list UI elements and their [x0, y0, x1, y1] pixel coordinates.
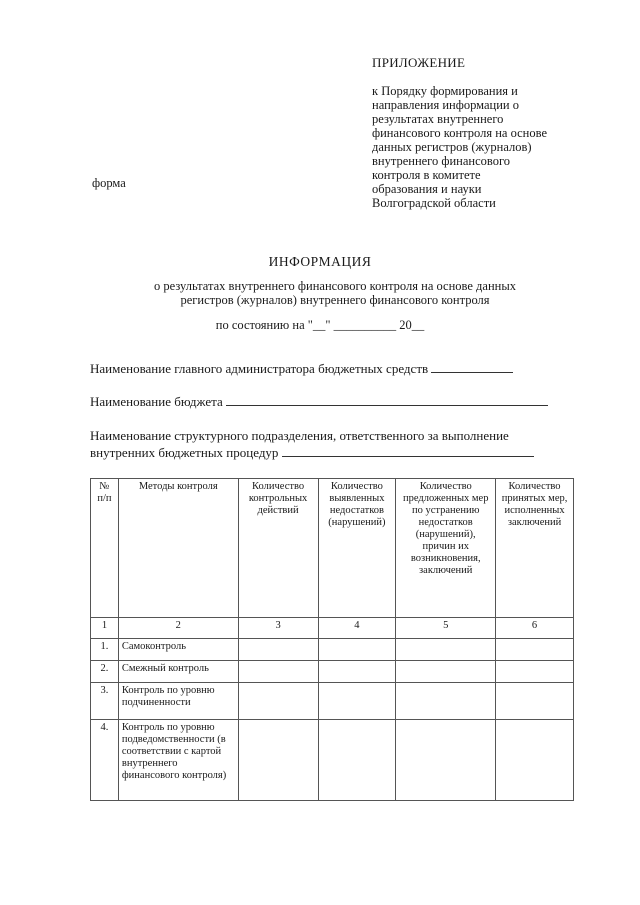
row-method: Контроль по уровню подчиненности [118, 683, 238, 720]
row-number: 3. [91, 683, 119, 720]
table-cell[interactable] [496, 683, 574, 720]
table-cell[interactable] [238, 661, 318, 683]
table-cell[interactable] [396, 683, 496, 720]
subtitle-line: регистров (журналов) внутреннего финансового контроля [180, 293, 490, 307]
table-cell[interactable] [396, 661, 496, 683]
appendix-line: результатах внутреннего [372, 112, 504, 126]
column-number: 3 [238, 618, 318, 639]
appendix-text [372, 84, 602, 210]
table-row [91, 683, 574, 720]
admin-field [90, 360, 580, 377]
row-method: Контроль по уровню подведомственности (в соответствии с картой внутреннего финансового контроля) [118, 720, 238, 801]
subtitle-line: о результатах внутреннего финансового контроля на основе данных [154, 279, 516, 293]
table-cell[interactable] [238, 683, 318, 720]
row-method: Смежный контроль [118, 661, 238, 683]
admin-blank[interactable] [431, 360, 513, 373]
table-cell[interactable] [396, 720, 496, 801]
appendix-line: данных регистров (журналов) [372, 140, 532, 154]
table-cell[interactable] [238, 720, 318, 801]
report-table [90, 478, 574, 801]
document-subtitle [100, 279, 570, 307]
unit-label-line: внутренних бюджетных процедур [90, 445, 279, 460]
budget-blank[interactable] [226, 393, 548, 406]
table-cell[interactable] [496, 639, 574, 661]
budget-field [90, 393, 580, 410]
table-cell[interactable] [496, 661, 574, 683]
row-number: 4. [91, 720, 119, 801]
column-number: 6 [496, 618, 574, 639]
table-row [91, 661, 574, 683]
column-number-row [91, 618, 574, 639]
appendix-line: внутреннего финансового [372, 154, 511, 168]
unit-field [90, 428, 580, 461]
row-number: 2. [91, 661, 119, 683]
column-number: 5 [396, 618, 496, 639]
row-number: 1. [91, 639, 119, 661]
column-header: Методы контроля [118, 479, 238, 618]
appendix-line: к Порядку формирования и [372, 84, 518, 98]
column-number: 2 [118, 618, 238, 639]
budget-label: Наименование бюджета [90, 394, 223, 409]
table-cell[interactable] [318, 661, 396, 683]
appendix-title: ПРИЛОЖЕНИЕ [372, 55, 466, 70]
column-header: № п/п [91, 479, 119, 618]
appendix-line: контроля в комитете [372, 168, 481, 182]
table-cell[interactable] [318, 683, 396, 720]
table-header-row [91, 479, 574, 618]
unit-label-line: Наименование структурного подразделения, ответственного за выполнение [90, 428, 509, 443]
unit-blank[interactable] [282, 444, 534, 457]
appendix-line: Волгоградской области [372, 196, 496, 210]
table-row [91, 639, 574, 661]
column-number: 1 [91, 618, 119, 639]
document-title: ИНФОРМАЦИЯ [268, 254, 372, 269]
column-header: Количество предложенных мер по устранению недостатков (нарушений), причин их возникновения, заключений [396, 479, 496, 618]
form-label: форма [92, 176, 126, 190]
table-cell[interactable] [318, 720, 396, 801]
date-line: по состоянию на "__" __________ 20__ [215, 318, 425, 332]
admin-label: Наименование главного администратора бюджетных средств [90, 361, 429, 376]
table-cell[interactable] [396, 639, 496, 661]
column-header: Количество выявленных недостатков (нарушений) [318, 479, 396, 618]
table-row [91, 720, 574, 801]
column-header: Количество контрольных действий [238, 479, 318, 618]
table-cell[interactable] [238, 639, 318, 661]
table-cell[interactable] [496, 720, 574, 801]
appendix-line: образования и науки [372, 182, 482, 196]
column-number: 4 [318, 618, 396, 639]
appendix-line: направления информации о [372, 98, 519, 112]
table-cell[interactable] [318, 639, 396, 661]
row-method: Самоконтроль [118, 639, 238, 661]
column-header: Количество принятых мер, исполненных заключений [496, 479, 574, 618]
appendix-line: финансового контроля на основе [372, 126, 547, 140]
